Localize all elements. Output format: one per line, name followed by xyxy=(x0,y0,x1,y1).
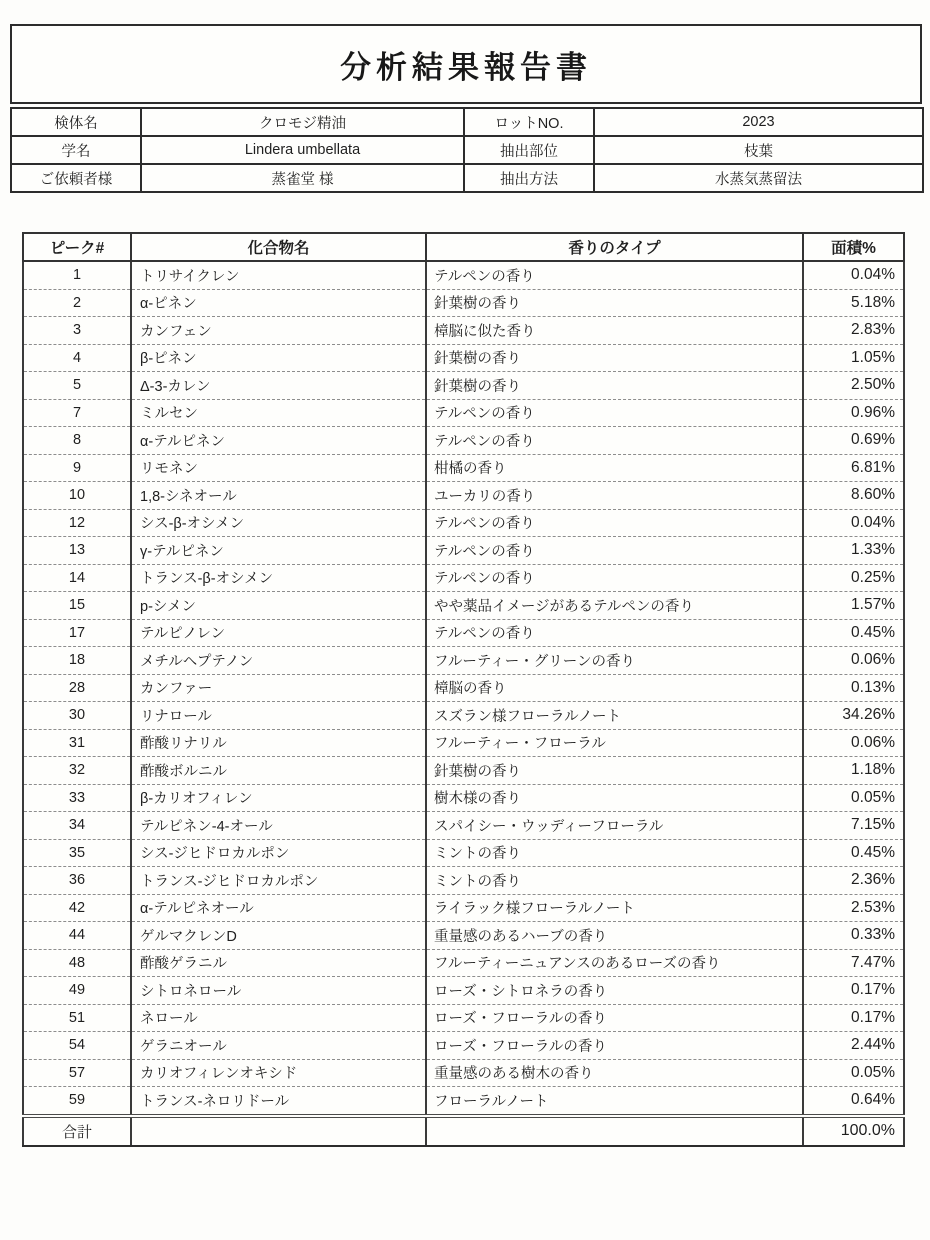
page-title: 分析結果報告書 xyxy=(340,49,592,85)
compound-name-cell: β-カリオフィレン xyxy=(131,784,426,812)
analysis-row xyxy=(23,949,904,977)
scent-type-cell: 針葉樹の香り xyxy=(426,289,803,317)
scent-type-cell: 針葉樹の香り xyxy=(426,372,803,400)
area-percent-cell: 2.44% xyxy=(803,1032,904,1060)
scent-type-cell: 針葉樹の香り xyxy=(426,344,803,372)
scent-type-cell: フルーティー・フローラル xyxy=(426,729,803,757)
peak-number-cell: 36 xyxy=(23,867,131,895)
compound-name-cell: α-テルピネン xyxy=(131,427,426,455)
info-value: 枝葉 xyxy=(594,136,923,164)
area-percent-cell: 5.18% xyxy=(803,289,904,317)
area-percent-cell: 7.47% xyxy=(803,949,904,977)
peak-number-cell: 5 xyxy=(23,372,131,400)
compound-name-cell: シトロネロール xyxy=(131,977,426,1005)
total-area-value: 100.0% xyxy=(803,1116,904,1146)
area-percent-cell: 0.06% xyxy=(803,729,904,757)
analysis-row xyxy=(23,372,904,400)
header-compound-name: 化合物名 xyxy=(131,233,426,261)
peak-number-cell: 54 xyxy=(23,1032,131,1060)
analysis-row xyxy=(23,592,904,620)
scent-type-cell: スパイシー・ウッディーフローラル xyxy=(426,812,803,840)
compound-name-cell: テルピネン-4-オール xyxy=(131,812,426,840)
peak-number-cell: 7 xyxy=(23,399,131,427)
compound-name-cell: Δ-3-カレン xyxy=(131,372,426,400)
peak-number-cell: 34 xyxy=(23,812,131,840)
compound-name-cell: p-シメン xyxy=(131,592,426,620)
total-row xyxy=(23,1116,904,1146)
peak-number-cell: 9 xyxy=(23,454,131,482)
peak-number-cell: 57 xyxy=(23,1059,131,1087)
info-value: 2023 xyxy=(594,108,923,136)
scent-type-cell: スズラン様フローラルノート xyxy=(426,702,803,730)
specimen-info-row xyxy=(11,136,923,164)
scent-type-cell: やや薬品イメージがあるテルペンの香り xyxy=(426,592,803,620)
peak-number-cell: 31 xyxy=(23,729,131,757)
compound-name-cell: リモネン xyxy=(131,454,426,482)
info-value: 蒸雀堂 様 xyxy=(141,164,464,192)
area-percent-cell: 2.53% xyxy=(803,894,904,922)
peak-number-cell: 13 xyxy=(23,537,131,565)
analysis-row xyxy=(23,482,904,510)
analysis-result-table xyxy=(22,232,905,1147)
peak-number-cell: 28 xyxy=(23,674,131,702)
scent-type-cell: テルペンの香り xyxy=(426,619,803,647)
area-percent-cell: 0.05% xyxy=(803,784,904,812)
analysis-row xyxy=(23,509,904,537)
scent-type-cell: ミントの香り xyxy=(426,867,803,895)
analysis-row xyxy=(23,1059,904,1087)
area-percent-cell: 0.05% xyxy=(803,1059,904,1087)
analysis-row xyxy=(23,1004,904,1032)
analysis-row xyxy=(23,537,904,565)
area-percent-cell: 0.64% xyxy=(803,1087,904,1116)
peak-number-cell: 10 xyxy=(23,482,131,510)
scent-type-cell: テルペンの香り xyxy=(426,537,803,565)
analysis-row xyxy=(23,289,904,317)
analysis-table-head xyxy=(23,233,904,261)
analysis-row xyxy=(23,702,904,730)
scent-type-cell: テルペンの香り xyxy=(426,509,803,537)
area-percent-cell: 0.17% xyxy=(803,977,904,1005)
scent-type-cell: テルペンの香り xyxy=(426,261,803,289)
compound-name-cell: メチルヘプテノン xyxy=(131,647,426,675)
analysis-row xyxy=(23,261,904,289)
compound-name-cell: シス-β-オシメン xyxy=(131,509,426,537)
area-percent-cell: 1.33% xyxy=(803,537,904,565)
peak-number-cell: 1 xyxy=(23,261,131,289)
area-percent-cell: 7.15% xyxy=(803,812,904,840)
compound-name-cell: トランス-ジヒドロカルポン xyxy=(131,867,426,895)
compound-name-cell: 酢酸ボルニル xyxy=(131,757,426,785)
area-percent-cell: 8.60% xyxy=(803,482,904,510)
scent-type-cell: 樟脳の香り xyxy=(426,674,803,702)
analysis-row xyxy=(23,454,904,482)
scent-type-cell: ローズ・フローラルの香り xyxy=(426,1004,803,1032)
compound-name-cell: α-ピネン xyxy=(131,289,426,317)
info-label: ご依頼者様 xyxy=(11,164,141,192)
peak-number-cell: 48 xyxy=(23,949,131,977)
peak-number-cell: 33 xyxy=(23,784,131,812)
area-percent-cell: 0.17% xyxy=(803,1004,904,1032)
peak-number-cell: 30 xyxy=(23,702,131,730)
analysis-row xyxy=(23,867,904,895)
area-percent-cell: 1.18% xyxy=(803,757,904,785)
peak-number-cell: 8 xyxy=(23,427,131,455)
scent-type-cell: 樹木様の香り xyxy=(426,784,803,812)
total-scent-empty xyxy=(426,1116,803,1146)
analysis-header-row xyxy=(23,233,904,261)
peak-number-cell: 42 xyxy=(23,894,131,922)
area-percent-cell: 0.04% xyxy=(803,509,904,537)
scent-type-cell: ローズ・シトロネラの香り xyxy=(426,977,803,1005)
analysis-row xyxy=(23,784,904,812)
area-percent-cell: 2.36% xyxy=(803,867,904,895)
area-percent-cell: 1.05% xyxy=(803,344,904,372)
compound-name-cell: 酢酸リナリル xyxy=(131,729,426,757)
compound-name-cell: ミルセン xyxy=(131,399,426,427)
analysis-row xyxy=(23,757,904,785)
compound-name-cell: ネロール xyxy=(131,1004,426,1032)
info-value: Lindera umbellata xyxy=(141,136,464,164)
report-title-box xyxy=(10,24,922,104)
compound-name-cell: シス-ジヒドロカルポン xyxy=(131,839,426,867)
compound-name-cell: β-ピネン xyxy=(131,344,426,372)
compound-name-cell: リナロール xyxy=(131,702,426,730)
area-percent-cell: 0.96% xyxy=(803,399,904,427)
analysis-row xyxy=(23,1087,904,1116)
specimen-info-body xyxy=(11,108,923,192)
scent-type-cell: テルペンの香り xyxy=(426,427,803,455)
info-label: 抽出部位 xyxy=(464,136,594,164)
peak-number-cell: 18 xyxy=(23,647,131,675)
scent-type-cell: フルーティー・グリーンの香り xyxy=(426,647,803,675)
scent-type-cell: ローズ・フローラルの香り xyxy=(426,1032,803,1060)
area-percent-cell: 0.69% xyxy=(803,427,904,455)
compound-name-cell: α-テルピネオール xyxy=(131,894,426,922)
analysis-row xyxy=(23,977,904,1005)
info-label: 抽出方法 xyxy=(464,164,594,192)
analysis-row xyxy=(23,674,904,702)
scent-type-cell: 重量感のあるハーブの香り xyxy=(426,922,803,950)
compound-name-cell: トリサイクレン xyxy=(131,261,426,289)
analysis-row xyxy=(23,729,904,757)
specimen-info-table xyxy=(10,107,924,193)
area-percent-cell: 0.25% xyxy=(803,564,904,592)
peak-number-cell: 12 xyxy=(23,509,131,537)
analysis-table-foot xyxy=(23,1116,904,1146)
area-percent-cell: 2.83% xyxy=(803,317,904,345)
peak-number-cell: 14 xyxy=(23,564,131,592)
area-percent-cell: 0.45% xyxy=(803,839,904,867)
peak-number-cell: 44 xyxy=(23,922,131,950)
peak-number-cell: 15 xyxy=(23,592,131,620)
analysis-row xyxy=(23,317,904,345)
peak-number-cell: 17 xyxy=(23,619,131,647)
compound-name-cell: ゲラニオール xyxy=(131,1032,426,1060)
analysis-row xyxy=(23,1032,904,1060)
analysis-row xyxy=(23,564,904,592)
analysis-row xyxy=(23,344,904,372)
compound-name-cell: カリオフィレンオキシド xyxy=(131,1059,426,1087)
area-percent-cell: 2.50% xyxy=(803,372,904,400)
peak-number-cell: 2 xyxy=(23,289,131,317)
analysis-row xyxy=(23,894,904,922)
total-compound-empty xyxy=(131,1116,426,1146)
compound-name-cell: トランス-β-オシメン xyxy=(131,564,426,592)
info-value: クロモジ精油 xyxy=(141,108,464,136)
scent-type-cell: フローラルノート xyxy=(426,1087,803,1116)
scent-type-cell: テルペンの香り xyxy=(426,564,803,592)
scent-type-cell: 柑橘の香り xyxy=(426,454,803,482)
analysis-row xyxy=(23,839,904,867)
info-value: 水蒸気蒸留法 xyxy=(594,164,923,192)
compound-name-cell: トランス-ネロリドール xyxy=(131,1087,426,1116)
compound-name-cell: テルピノレン xyxy=(131,619,426,647)
area-percent-cell: 0.33% xyxy=(803,922,904,950)
specimen-info-row xyxy=(11,108,923,136)
header-peak-number: ピーク# xyxy=(23,233,131,261)
info-label: 学名 xyxy=(11,136,141,164)
scent-type-cell: 樟脳に似た香り xyxy=(426,317,803,345)
peak-number-cell: 59 xyxy=(23,1087,131,1116)
compound-name-cell: カンファー xyxy=(131,674,426,702)
scent-type-cell: ユーカリの香り xyxy=(426,482,803,510)
info-label: 検体名 xyxy=(11,108,141,136)
peak-number-cell: 3 xyxy=(23,317,131,345)
area-percent-cell: 0.13% xyxy=(803,674,904,702)
compound-name-cell: 酢酸ゲラニル xyxy=(131,949,426,977)
area-percent-cell: 6.81% xyxy=(803,454,904,482)
peak-number-cell: 4 xyxy=(23,344,131,372)
scent-type-cell: フルーティーニュアンスのあるローズの香り xyxy=(426,949,803,977)
area-percent-cell: 34.26% xyxy=(803,702,904,730)
scent-type-cell: ミントの香り xyxy=(426,839,803,867)
specimen-info-row xyxy=(11,164,923,192)
analysis-row xyxy=(23,427,904,455)
scent-type-cell: ライラック様フローラルノート xyxy=(426,894,803,922)
peak-number-cell: 49 xyxy=(23,977,131,1005)
area-percent-cell: 0.06% xyxy=(803,647,904,675)
compound-name-cell: ゲルマクレンD xyxy=(131,922,426,950)
analysis-row xyxy=(23,812,904,840)
area-percent-cell: 1.57% xyxy=(803,592,904,620)
peak-number-cell: 51 xyxy=(23,1004,131,1032)
scent-type-cell: 重量感のある樹木の香り xyxy=(426,1059,803,1087)
info-label: ロットNO. xyxy=(464,108,594,136)
compound-name-cell: γ-テルピネン xyxy=(131,537,426,565)
compound-name-cell: 1,8-シネオール xyxy=(131,482,426,510)
header-area-percent: 面積% xyxy=(803,233,904,261)
peak-number-cell: 32 xyxy=(23,757,131,785)
scent-type-cell: テルペンの香り xyxy=(426,399,803,427)
analysis-row xyxy=(23,619,904,647)
header-scent-type: 香りのタイプ xyxy=(426,233,803,261)
analysis-row xyxy=(23,399,904,427)
analysis-row xyxy=(23,647,904,675)
compound-name-cell: カンフェン xyxy=(131,317,426,345)
scent-type-cell: 針葉樹の香り xyxy=(426,757,803,785)
peak-number-cell: 35 xyxy=(23,839,131,867)
area-percent-cell: 0.45% xyxy=(803,619,904,647)
analysis-row xyxy=(23,922,904,950)
total-label: 合計 xyxy=(23,1116,131,1146)
area-percent-cell: 0.04% xyxy=(803,261,904,289)
analysis-table-body xyxy=(23,261,904,1116)
